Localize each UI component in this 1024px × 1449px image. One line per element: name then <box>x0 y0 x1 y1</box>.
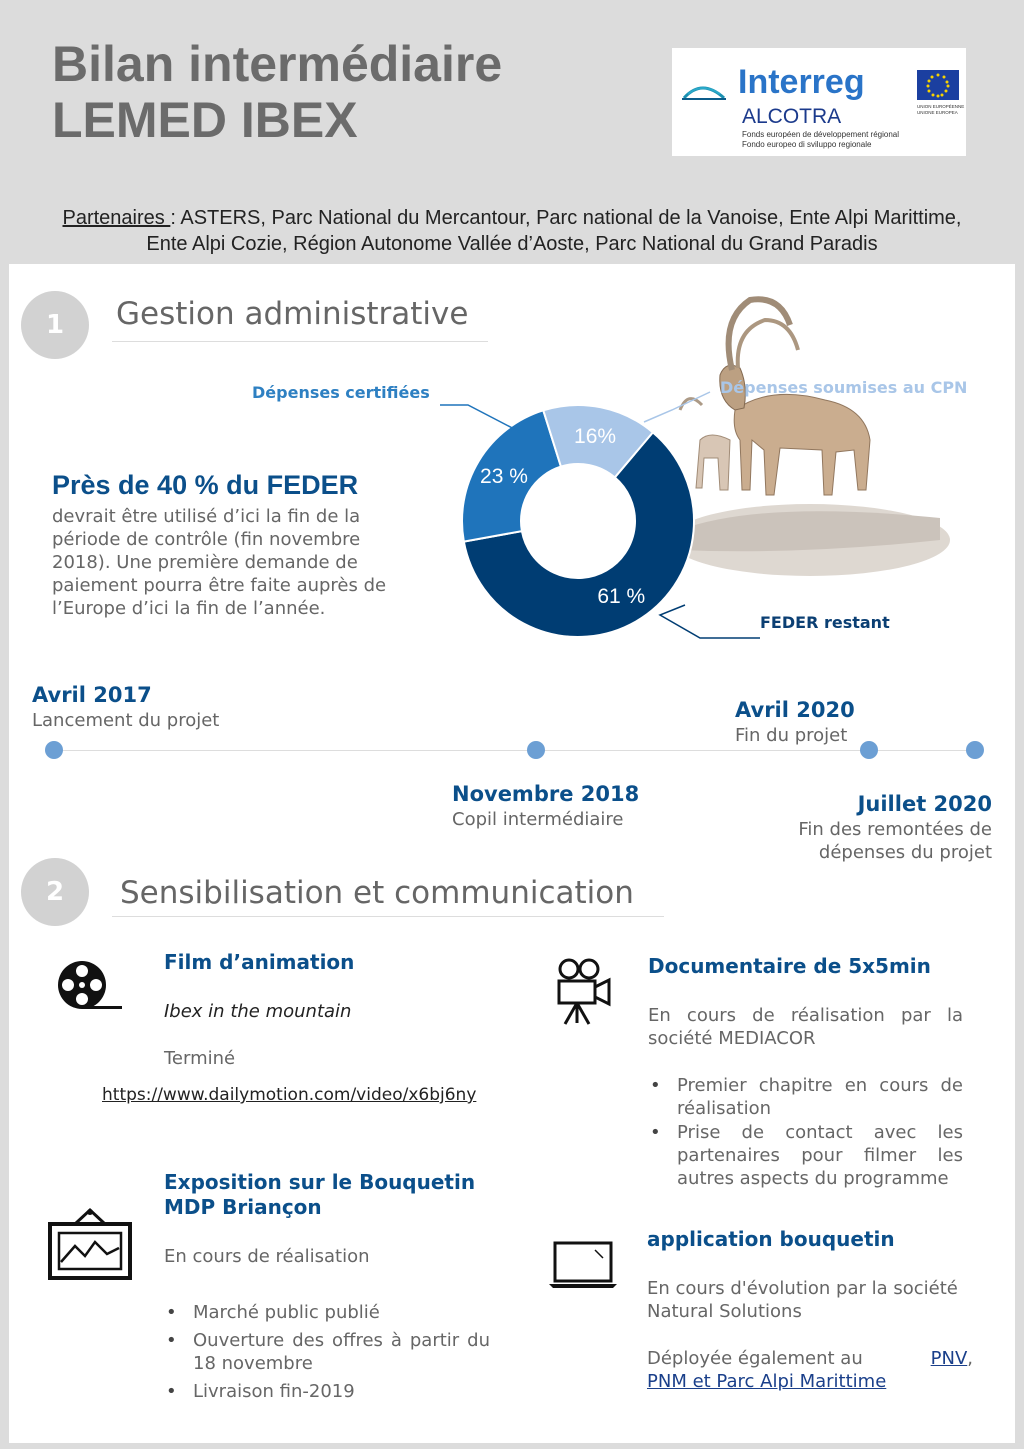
app-status: En cours d'évolution par la société Natural Solutions <box>647 1278 958 1322</box>
legend-restant: FEDER restant <box>760 613 890 632</box>
pnv-link[interactable]: PNV <box>930 1348 968 1369</box>
feder-description: devrait être utilisé d’ici la fin de la période de contrôle (fin novembre 2018). Une première demande de paiement pourra être faite auprès de l’Europe d’ici la fin de l’année. <box>52 506 387 619</box>
eu-flag-icon <box>917 70 959 100</box>
timeline-dot-1 <box>45 741 63 759</box>
doc-title: Documentaire de 5x5min <box>648 954 931 978</box>
expo-title-line1: Exposition sur le Bouquetin <box>164 1170 476 1194</box>
mountain-logo-icon <box>682 88 726 100</box>
timeline-label-4 <box>798 818 992 864</box>
section2-divider <box>112 916 664 917</box>
expo-list <box>164 1301 490 1404</box>
title-line-2: LEMED IBEX <box>52 92 358 148</box>
timeline-dot-2 <box>527 741 545 759</box>
timeline-label-3: Fin du projet <box>735 725 848 746</box>
expo-title <box>164 1170 490 1220</box>
slice-label-certifiees: 23 % <box>480 465 528 489</box>
interreg-alcotra-logo <box>672 48 966 156</box>
partners-list: : ASTERS, Parc National du Mercantour, Parc national de la Vanoise, Ente Alpi Marittime, Ente Alpi Cozie, Région Autonome Vallée d’Aoste, Parc National du Grand Paradis <box>146 207 962 255</box>
timeline-label-2: Copil intermédiaire <box>452 809 624 830</box>
film-reel-icon <box>52 957 124 1013</box>
logo-eu1-text: UNION EUROPÉENNE <box>917 104 965 109</box>
app-title: application bouquetin <box>647 1227 895 1251</box>
logo-program-text: ALCOTRA <box>742 105 842 128</box>
list-item: • Livraison fin-2019 <box>164 1380 490 1403</box>
partners-text <box>0 205 1024 257</box>
movie-camera-icon <box>555 957 613 1027</box>
title-line-1: Bilan intermédiaire <box>52 36 503 92</box>
expo-title-line2: MDP Briançon <box>164 1195 322 1219</box>
slice-label-restant: 61 % <box>597 584 646 608</box>
laptop-icon <box>547 1240 619 1290</box>
film-subtitle: Ibex in the mountain <box>164 1001 352 1022</box>
timeline-dot-4 <box>966 741 984 759</box>
leader-line-cpn <box>644 392 710 422</box>
timeline-date-2: Novembre 2018 <box>452 782 640 806</box>
logo-brand-text: Interreg <box>738 63 865 101</box>
timeline-line <box>53 750 978 751</box>
list-item: • Prise de contact avec les partenaires pour filmer les autres aspects du programme <box>648 1121 963 1190</box>
film-status: Terminé <box>164 1048 236 1069</box>
chart-leader-lines <box>400 380 1000 660</box>
logo-sub1-text: Fonds européen de développement régional <box>742 130 900 139</box>
section-number-2: 2 <box>21 858 89 926</box>
list-item: • Marché public publié <box>164 1301 490 1324</box>
app-deploy-sep: , <box>967 1348 973 1369</box>
timeline-date-3: Avril 2020 <box>735 698 855 722</box>
timeline-date-1: Avril 2017 <box>32 683 152 707</box>
section1-divider <box>112 341 488 342</box>
feder-headline: Près de 40 % du FEDER <box>52 470 359 500</box>
pnm-link[interactable]: PNM et Parc Alpi Marittime <box>647 1371 887 1392</box>
logo-sub2-text: Fondo europeo di sviluppo regionale <box>742 140 872 149</box>
page-title <box>52 36 502 148</box>
framed-picture-icon <box>47 1206 133 1282</box>
section-number-1: 1 <box>21 291 89 359</box>
legend-cpn: Dépenses soumises au CPN <box>720 378 968 397</box>
expo-status: En cours de réalisation <box>164 1246 370 1267</box>
section-title-sensibilisation: Sensibilisation et communication <box>120 875 634 911</box>
app-deploy <box>647 1347 973 1393</box>
film-link[interactable]: https://www.dailymotion.com/video/x6bj6ny <box>102 1085 477 1105</box>
film-title: Film d’animation <box>164 950 355 974</box>
leader-line-restant <box>660 605 760 638</box>
timeline-dot-3 <box>860 741 878 759</box>
list-item: • Premier chapitre en cours de réalisation <box>648 1074 963 1120</box>
timeline-date-4: Juillet 2020 <box>857 792 992 816</box>
timeline-label-1: Lancement du projet <box>32 710 220 731</box>
partners-label: Partenaires <box>62 207 171 229</box>
timeline-label-4-line2: dépenses du projet <box>818 842 992 863</box>
leader-line-certifiees <box>440 405 520 432</box>
legend-certifiees: Dépenses certifiées <box>252 383 430 402</box>
app-deploy-prefix: Déployée également au <box>647 1348 863 1369</box>
doc-list <box>648 1074 963 1191</box>
doc-status: En cours de réalisation par la société MEDIACOR <box>648 1005 963 1049</box>
list-item: • Ouverture des offres à partir du 18 novembre <box>164 1329 490 1375</box>
logo-eu2-text: UNIONE EUROPEA <box>917 110 958 115</box>
logo-graphic <box>672 48 966 156</box>
section-title-gestion: Gestion administrative <box>116 296 469 332</box>
timeline-label-4-line1: Fin des remontées de <box>798 819 992 840</box>
slice-label-cpn: 16% <box>574 425 617 449</box>
